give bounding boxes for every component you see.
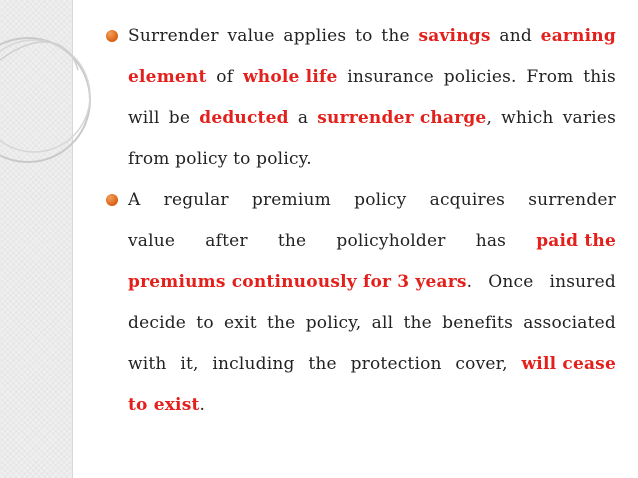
word [347, 57, 434, 98]
word [308, 344, 336, 385]
body-text: policy, [305, 313, 362, 333]
word [351, 344, 442, 385]
highlighted-term: will cease [521, 354, 616, 374]
highlighted-term: deducted [199, 108, 289, 128]
body-text: which [501, 108, 554, 128]
body-text: decide [128, 313, 187, 333]
word [521, 344, 616, 385]
body-text: exit [224, 313, 257, 333]
highlighted-term: premiums continuously for 3 years [128, 272, 467, 292]
word [267, 303, 295, 344]
text-line [128, 303, 616, 344]
body-text: premium [251, 190, 331, 210]
word [418, 16, 490, 57]
word [128, 262, 472, 303]
word [196, 303, 213, 344]
word [128, 16, 219, 57]
word [128, 57, 207, 98]
body-text: the [403, 313, 432, 333]
word [499, 16, 532, 57]
body-text: policyholder [336, 231, 446, 251]
text-line [128, 16, 616, 57]
body-text: with [128, 354, 167, 374]
word [501, 98, 553, 139]
word [298, 98, 308, 139]
body-text: regular [163, 190, 229, 210]
highlighted-term: earning [540, 26, 616, 46]
text-line [128, 262, 616, 303]
word [583, 57, 616, 98]
word [455, 344, 507, 385]
word [169, 98, 190, 139]
body-text: and [499, 26, 532, 46]
body-text: it, [180, 354, 199, 374]
word [317, 98, 492, 139]
body-text: including [212, 354, 295, 374]
body-text: the [277, 231, 307, 251]
word [354, 180, 406, 221]
word [476, 221, 506, 262]
word [403, 303, 431, 344]
slide-content [100, 16, 616, 426]
text-line [128, 98, 616, 139]
bullet-dot-icon [106, 194, 118, 206]
body-text: acquires [429, 190, 506, 210]
highlighted-term: whole life [242, 67, 338, 87]
word [283, 16, 346, 57]
word [205, 221, 247, 262]
body-text: varies [562, 108, 616, 128]
body-text: has [475, 231, 507, 251]
word [180, 344, 198, 385]
body-text: of [216, 67, 234, 87]
word [541, 16, 616, 57]
bullet-regular-premium [100, 180, 616, 426]
body-text: insured [549, 272, 616, 292]
word [252, 180, 331, 221]
word [227, 16, 274, 57]
word [381, 16, 409, 57]
body-text: applies [283, 26, 347, 46]
body-text: will [128, 108, 160, 128]
body-text: the [381, 26, 410, 46]
word [216, 57, 233, 98]
word [444, 57, 517, 98]
word [212, 344, 294, 385]
word [355, 16, 372, 57]
word [278, 221, 306, 262]
body-text: policies. [443, 67, 517, 87]
body-text: to [355, 26, 373, 46]
text-line [128, 57, 616, 98]
body-text: be [168, 108, 191, 128]
word [528, 180, 616, 221]
word [128, 221, 175, 262]
body-text: all [371, 313, 394, 333]
highlighted-term: element [128, 67, 207, 87]
text-line [128, 221, 616, 262]
body-text: this [583, 67, 616, 87]
word [224, 303, 257, 344]
bullet-surrender-value [100, 16, 616, 180]
word [488, 262, 533, 303]
word [128, 98, 160, 139]
body-text: A [128, 190, 141, 210]
word [526, 57, 573, 98]
highlighted-term: savings [418, 26, 491, 46]
body-text: cover, [455, 354, 508, 374]
highlighted-term: to exist [128, 395, 200, 415]
word [128, 344, 167, 385]
word [372, 303, 394, 344]
body-text: value [128, 231, 176, 251]
word [523, 303, 616, 344]
word [164, 180, 229, 221]
body-text: the [308, 354, 337, 374]
body-text: from policy to policy. [128, 149, 312, 169]
highlighted-term: paid the [536, 231, 616, 251]
body-text: associated [523, 313, 616, 333]
word [128, 180, 140, 221]
body-text: the [266, 313, 296, 333]
body-text: Once [488, 272, 534, 292]
body-text: policy [354, 190, 407, 210]
body-text: Surrender [128, 26, 219, 46]
text-line [128, 385, 616, 426]
word [563, 98, 616, 139]
body-text: after [205, 231, 248, 251]
text-line [128, 180, 616, 221]
text-line [128, 139, 616, 180]
highlighted-term: surrender charge [317, 108, 487, 128]
body-text: surrender [528, 190, 616, 210]
body-text: protection [350, 354, 442, 374]
body-text: . [199, 395, 206, 415]
bullet-dot-icon [106, 30, 118, 42]
word [536, 221, 616, 262]
word [199, 98, 288, 139]
body-text: value [227, 26, 275, 46]
word [336, 221, 445, 262]
word [430, 180, 505, 221]
word [128, 303, 186, 344]
body-text: From [526, 67, 574, 87]
body-text: . [466, 272, 473, 292]
body-text: to [196, 313, 214, 333]
word [549, 262, 616, 303]
word [306, 303, 362, 344]
body-text: insurance [347, 67, 434, 87]
text-line [128, 344, 616, 385]
decorative-circles [0, 0, 100, 478]
body-text: , [486, 108, 493, 128]
word [243, 57, 338, 98]
body-text: benefits [442, 313, 514, 333]
word [442, 303, 513, 344]
body-text: a [297, 108, 309, 128]
